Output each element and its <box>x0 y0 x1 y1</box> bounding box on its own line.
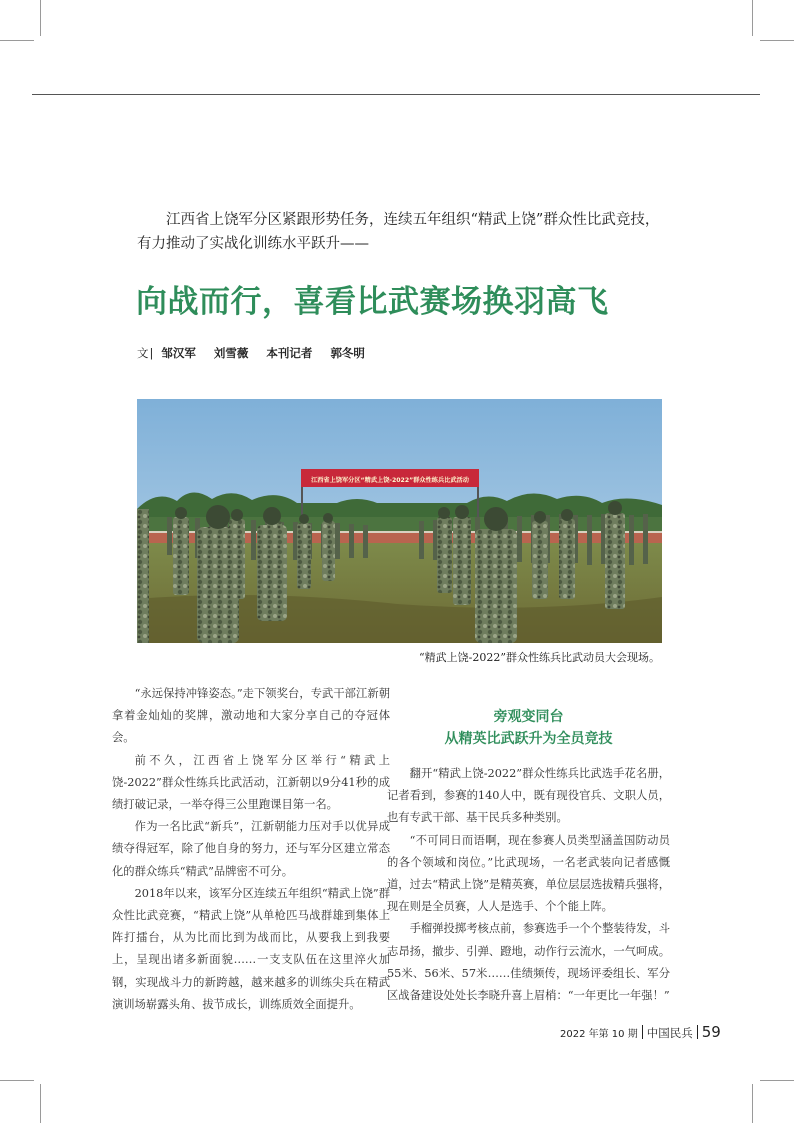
article-photo <box>137 399 662 643</box>
byline-prefix: 文 <box>137 346 149 360</box>
photo-caption: “精武上饶-2022”群众性练兵比武动员大会现场。 <box>419 651 660 664</box>
left-column <box>112 683 390 1016</box>
crop-mark <box>752 1084 753 1123</box>
byline-author: 邹汉军 <box>161 346 196 360</box>
article-headline: 向战而行，喜看比武赛场换羽高飞 <box>136 284 609 320</box>
crop-mark <box>40 1084 41 1123</box>
paragraph: 2018年以来，该军分区连续五年组织“精武上饶”群众性比武竞赛，“精武上饶”从单枪匹马战群雄到集体上阵打擂台，从为比而比到为战而比，从要我上到我要上，呈现出诸多新面貌……一支支队伍在这里淬火加钢，实现战斗力的新跨越，越来越多的训练尖兵在精武演训场崭露头角、拔节成长，训练质效全面提升。 <box>112 886 390 1011</box>
byline: 文| 邹汉军 刘雪薇 本刊记者 郭冬明 <box>137 346 365 360</box>
crop-mark <box>760 40 794 41</box>
paragraph: 翻开“精武上饶-2022”群众性练兵比武选手花名册，记者看到，参赛的140人中，既有现役官兵、文职人员，也有专武干部、基干民兵多种类别。 <box>387 767 670 825</box>
page-footer <box>560 1022 721 1041</box>
right-column <box>387 763 670 1007</box>
header-rule <box>32 94 760 95</box>
magazine-name: 中国民兵 <box>646 1026 693 1040</box>
page-number: 59 <box>701 1023 721 1041</box>
crop-mark <box>0 1080 34 1081</box>
byline-author: 本刊记者 <box>266 346 313 360</box>
section-subhead <box>387 706 670 750</box>
crop-mark <box>760 1080 794 1081</box>
paragraph: 手榴弹投掷考核点前，参赛选手一个个整装待发，斗志昂扬，撤步、引弹、蹬地，动作行云流水，一气呵成。55米、56米、57米……佳绩频传，现场评委组长、军分区战备建设处处长李晓升喜上眉梢：“一年更比一年强！” <box>387 922 670 1003</box>
article-lede: 江西省上饶军分区紧跟形势任务，连续五年组织“精武上饶”群众性比武竞技，有力推动了实战化训练水平跃升—— <box>137 212 660 252</box>
crop-mark <box>40 0 41 36</box>
banner-text: 江西省上饶军分区“精武上饶-2022”群众性练兵比武活动 <box>311 477 469 484</box>
issue-label: 2022 年第 10 期 <box>560 1029 638 1040</box>
byline-author: 刘雪薇 <box>213 346 249 360</box>
subhead-line: 从精英比武跃升为全员竞技 <box>444 731 613 747</box>
paragraph: “不可同日而语啊，现在参赛人员类型涵盖国防动员的各个领域和岗位。”比武现场，一名老武装向记者感慨道，过去“精武上饶”是精英赛，单位层层选拔精兵强将，现在则是全员赛，人人是选手、个个能上阵。 <box>387 833 670 914</box>
byline-author: 郭冬明 <box>330 346 365 360</box>
paragraph: “永远保持冲锋姿态。”走下领奖台，专武干部江新朝拿着金灿灿的奖牌，激动地和大家分享自己的夺冠体会。 <box>112 687 390 745</box>
subhead-line: 旁观变同台 <box>493 709 564 725</box>
crop-mark <box>752 0 753 36</box>
crop-mark <box>0 40 34 41</box>
paragraph: 作为一名比武“新兵”，江新朝能力压对手以优异成绩夺得冠军，除了他自身的努力，还与军分区建立常态化的群众练兵“精武”品牌密不可分。 <box>112 820 390 878</box>
paragraph: 前不久，江西省上饶军分区举行“精武上饶-2022”群众性练兵比武活动，江新朝以9分41秒的成绩打破记录，一举夺得三公里跑课目第一名。 <box>112 753 390 812</box>
